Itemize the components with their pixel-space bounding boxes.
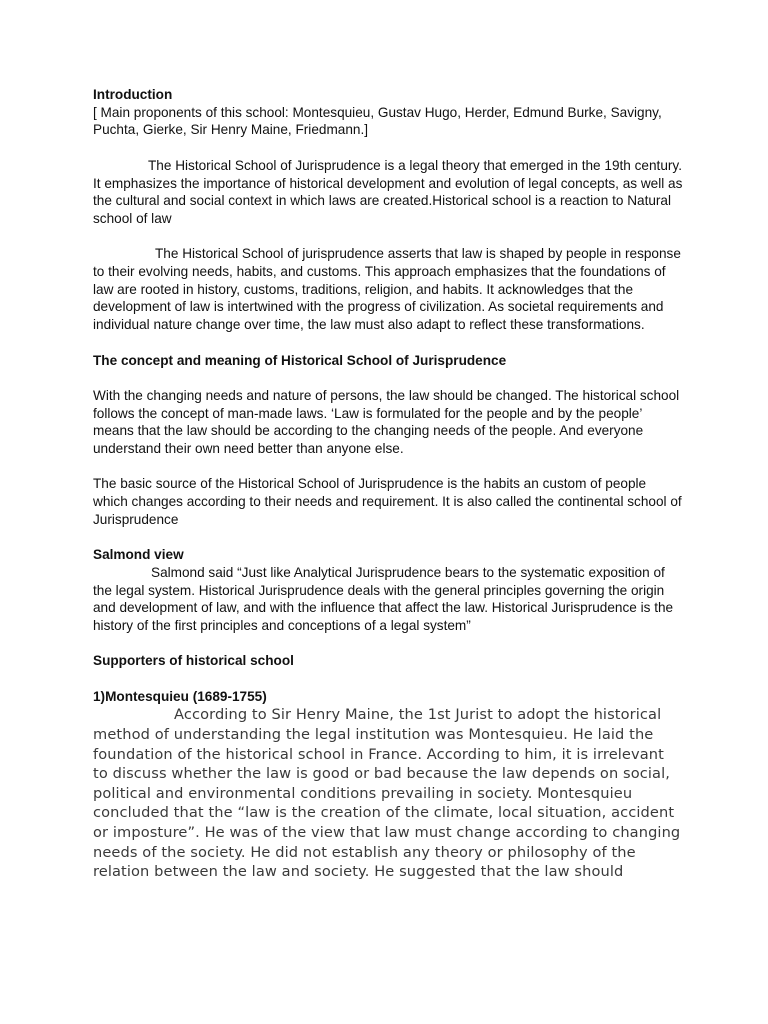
spacer [93,334,683,352]
document-page [93,86,683,882]
intro-paragraph-1: The Historical School of Jurisprudence is a legal theory that emerged in the 19th century. It emphasizes the importance of historical development and evolution of legal concepts, as well as the cultural and social context in which laws are created.Historical school is a reaction to Natural school of law [93,157,683,226]
montesquieu-paragraph: According to Sir Henry Maine, the 1st Jurist to adopt the historical method of understanding the legal institution was Montesquieu. He laid the foundation of the historical school in France. According to him, it is irrelevant to discuss whether the law is good or bad because the law depends on social, political and environmental conditions prevailing in society. Montesquieu concluded that the “law is the creation of the climate, local situation, accident or imposture”. He was of the view that law must change according to changing needs of the society. He did not establish any theory or philosophy of the relation between the law and society. He suggested that the law should [93,706,681,881]
spacer [93,529,683,547]
spacer [93,670,683,688]
spacer [93,139,683,157]
spacer [93,458,683,476]
intro-paragraph-2: The Historical School of jurisprudence asserts that law is shaped by people in response to their evolving needs, habits, and customs. This approach emphasizes that the foundations of law are rooted in history, customs, traditions, religion, and habits. It acknowledges that the development of law is intertwined with the progress of civilization. As societal requirements and individual nature change over time, the law must also adapt to reflect these transformations. [93,246,681,333]
salmond-paragraph: Salmond said “Just like Analytical Jurisprudence bears to the systematic exposition of the legal system. Historical Jurisprudence deals with the general principles governing the origin and development of law, and with the influence that affect the law. Historical Jurisprudence is the history of the first principles and conceptions of a legal system” [93,564,674,633]
concept-paragraph-1: With the changing needs and nature of persons, the law should be changed. The historical school follows the concept of man-made laws. ‘Law is formulated for the people and by the people’ means that the law should be according to the changing needs of the people. And everyone understand their own need better than anyone else. [93,387,680,456]
salmond-heading: Salmond view [93,547,184,563]
proponents-note: [ Main proponents of this school: Montesquieu, Gustav Hugo, Herder, Edmund Burke, Savigny, Puchta, Gierke, Sir Henry Maine, Friedmann.] [93,104,662,138]
spacer [93,635,683,653]
spacer [93,369,683,387]
montesquieu-heading: 1)Montesquieu (1689-1755) [93,688,267,704]
concept-heading: The concept and meaning of Historical School of Jurisprudence [93,352,507,368]
spacer [93,228,683,246]
supporters-heading: Supporters of historical school [93,653,294,669]
introduction-heading: Introduction [93,87,173,102]
concept-paragraph-2: The basic source of the Historical School of Jurisprudence is the habits an custom of people which changes according to their needs and requirement. It is also called the continental school of Jurisprudence [93,476,682,527]
